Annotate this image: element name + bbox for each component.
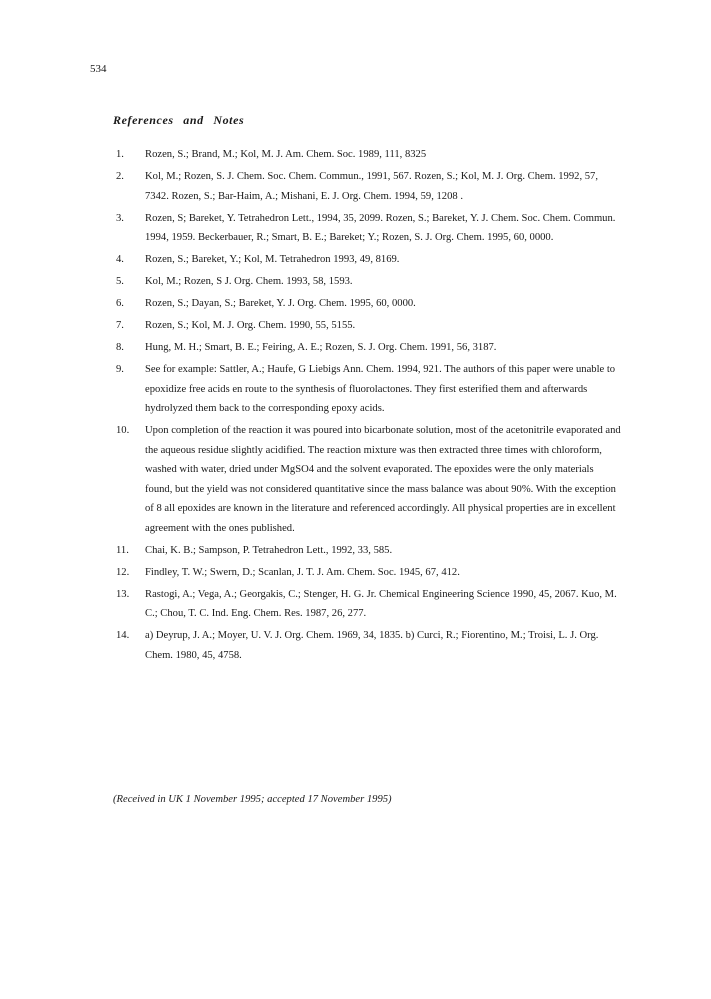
page-number: 534 — [90, 63, 107, 75]
reference-number: 3. — [116, 212, 124, 224]
reference-item — [113, 626, 623, 665]
reference-text: Rozen, S; Bareket, Y. Tetrahedron Lett., 1994, 35, 2099. Rozen, S.; Bareket, Y. J. Chem. Soc. Chem. Commun. 1994, 1959. Beckerbauer, R.; Smart, B. E.; Bareket; Y.; Rozen, S. J. Org. Chem. 1995, 60, 0000. — [145, 212, 616, 243]
reference-text: Upon completion of the reaction it was poured into bicarbonate solution, most of the acetonitrile evaporated and the aqueous residue slightly acidified. The reaction mixture was then extracted three times with chloroform, washed with water, dried under MgSO4 and the solvent evaporated. The epoxides were the only materials found, but the yield was not considered quantitative since the mass balance was about 90%. With the exception of 8 all epoxides are known in the literature and referenced accordingly. All physical properties are in excellent agreement with the ones published. — [145, 425, 621, 534]
reference-number: 10. — [116, 425, 130, 436]
reference-number: 1. — [116, 149, 124, 160]
reference-item — [113, 338, 623, 358]
reference-item — [113, 360, 623, 419]
reference-item — [113, 541, 623, 561]
reference-number: 12. — [116, 566, 130, 578]
reference-item — [113, 421, 623, 538]
reference-item — [113, 585, 623, 624]
reference-item — [113, 145, 623, 165]
reference-item — [113, 294, 623, 314]
reference-item — [113, 563, 623, 583]
reference-text: Chai, K. B.; Sampson, P. Tetrahedron Lett., 1992, 33, 585. — [145, 544, 393, 556]
reference-text: Rastogi, A.; Vega, A.; Georgakis, C.; Stenger, H. G. Jr. Chemical Engineering Science 1990, 45, 2067. Kuo, M. C.; Chou, T. C. Ind. Eng. Chem. Res. 1987, 26, 277. — [145, 588, 617, 619]
reference-item — [113, 167, 623, 206]
reference-number: 2. — [116, 171, 124, 182]
reference-number: 4. — [116, 254, 124, 265]
reference-item — [113, 316, 623, 336]
reference-text: Rozen, S.; Brand, M.; Kol, M. J. Am. Chem. Soc. 1989, 111, 8325 — [145, 149, 427, 160]
reference-text: Kol, M.; Rozen, S J. Org. Chem. 1993, 58, 1593. — [145, 276, 353, 287]
reference-number: 5. — [116, 276, 124, 287]
reference-text: Rozen, S.; Dayan, S.; Bareket, Y. J. Org. Chem. 1995, 60, 0000. — [145, 298, 416, 309]
reference-text: Rozen, S.; Kol, M. J. Org. Chem. 1990, 55, 5155. — [145, 320, 356, 331]
reference-text: Hung, M. H.; Smart, B. E.; Feiring, A. E.; Rozen, S. J. Org. Chem. 1991, 56, 3187. — [145, 342, 497, 353]
reference-text: Kol, M.; Rozen, S. J. Chem. Soc. Chem. Commun., 1991, 567. Rozen, S.; Kol, M. J. Org. Chem. 1992, 57, 7342. Rozen, S.; Bar-Haim, A.; Mishani, E. J. Org. Chem. 1994, 59, 1208 . — [145, 171, 598, 202]
reference-item — [113, 272, 623, 292]
reference-number: 11. — [116, 544, 129, 556]
reference-number: 7. — [116, 320, 124, 331]
references-heading: References and Notes — [113, 113, 245, 127]
reference-text: Rozen, S.; Bareket, Y.; Kol, M. Tetrahedron 1993, 49, 8169. — [145, 254, 400, 265]
reference-text: See for example: Sattler, A.; Haufe, G Liebigs Ann. Chem. 1994, 921. The authors of this paper were unable to epoxidize free acids en route to the synthesis of fluorolactones. They first esterified them and afterwards hydrolyzed them back to the corresponding epoxy acids. — [145, 364, 616, 414]
reference-number: 14. — [116, 630, 130, 641]
references-list — [113, 145, 623, 668]
received-dates: (Received in UK 1 November 1995; accepted 17 November 1995) — [113, 794, 392, 805]
reference-number: 8. — [116, 342, 124, 353]
reference-text: a) Deyrup, J. A.; Moyer, U. V. J. Org. Chem. 1969, 34, 1835. b) Curci, R.; Fiorentino, M.; Troisi, L. J. Org. Chem. 1980, 45, 4758. — [145, 630, 599, 661]
reference-item — [113, 209, 623, 248]
reference-number: 9. — [116, 364, 124, 375]
reference-item — [113, 250, 623, 270]
reference-number: 6. — [116, 298, 124, 309]
reference-text: Findley, T. W.; Swern, D.; Scanlan, J. T. J. Am. Chem. Soc. 1945, 67, 412. — [145, 566, 460, 578]
reference-number: 13. — [116, 588, 130, 600]
